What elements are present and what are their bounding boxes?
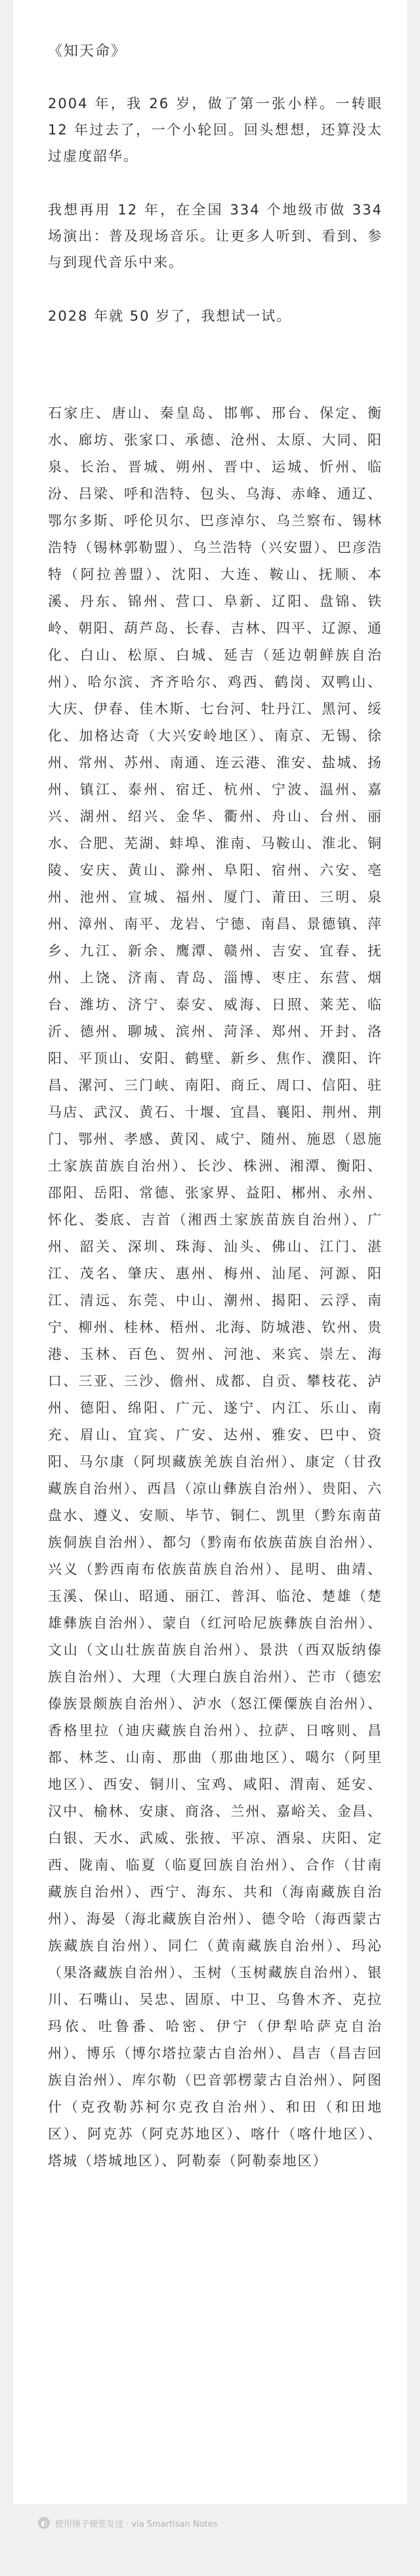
cities-list: 石家庄、唐山、秦皇岛、邯郸、邢台、保定、衡水、廊坊、张家口、承德、沧州、太原、大同、阳泉、长治、晋城、朔州、晋中、运城、忻州、临汾、吕梁、呼和浩特、包头、乌海、赤峰、通辽、鄂尔多斯、呼伦贝尔、巴彦淖尔、乌兰察布、锡林浩特（锡林郭勒盟）、乌兰浩特（兴安盟）、巴彦浩特（阿拉善盟）、沈阳、大连、鞍山、抚顺、本溪、丹东、锦州、营口、阜新、辽阳、盘锦、铁岭、朝阳、葫芦岛、长春、吉林、四平、辽源、通化、白山、松原、白城、延吉（延边朝鲜族自治州）、哈尔滨、齐齐哈尔、鸡西、鹤岗、双鸭山、大庆、伊春、佳木斯、七台河、牡丹江、黑河、绥化、加格达奇（大兴安岭地区）、南京、无锡、徐州、常州、苏州、南通、连云港、淮安、盐城、扬州、镇江、泰州、宿迁、杭州、宁波、温州、嘉兴、湖州、绍兴、金华、衢州、舟山、台州、丽水、合肥、芜湖、蚌埠、淮南、马鞍山、淮北、铜陵、安庆、黄山、滁州、阜阳、宿州、六安、亳州、池州、宣城、福州、厦门、莆田、三明、泉州、漳州、南平、龙岩、宁德、南昌、景德镇、萍乡、九江、新余、鹰潭、赣州、吉安、宜春、抚州、上饶、济南、青岛、淄博、枣庄、东营、烟台、潍坊、济宁、泰安、威海、日照、莱芜、临沂、德州、聊城、滨州、菏泽、郑州、开封、洛阳、平顶山、安阳、鹤壁、新乡、焦作、濮阳、许昌、漯河、三门峡、南阳、商丘、周口、信阳、驻马店、武汉、黄石、十堰、宜昌、襄阳、荆州、荆门、鄂州、孝感、黄冈、咸宁、随州、施恩（恩施土家族苗族自治州）、长沙、株洲、湘潭、衡阳、邵阳、岳阳、常德、张家界、益阳、郴州、永州、怀化、娄底、吉首（湘西土家族苗族自治州）、广州、韶关、深圳、珠海、汕头、佛山、江门、湛江、茂名、肇庆、惠州、梅州、汕尾、河源、阳江、清远、东莞、中山、潮州、揭阳、云浮、南宁、柳州、桂林、梧州、北海、防城港、钦州、贵港、玉林、百色、贺州、河池、来宾、崇左、海口、三亚、三沙、儋州、成都、自贡、攀枝花、泸州、德阳、绵阳、广元、遂宁、内江、乐山、南充、眉山、宜宾、广安、达州、雅安、巴中、资阳、马尔康（阿坝藏族羌族自治州）、康定（甘孜藏族自治州）、西昌（凉山彝族自治州）、贵阳、六盘水、遵义、安顺、毕节、铜仁、凯里（黔东南苗族侗族自治州）、都匀（黔南布依族苗族自治州）、兴义（黔西南布依族苗族自治州）、昆明、曲靖、玉溪、保山、昭通、丽江、普洱、临沧、楚雄（楚雄彝族自治州）、蒙自（红河哈尼族彝族自治州）、文山（文山壮族苗族自治州）、景洪（西双版纳傣族自治州）、大理（大理白族自治州）、芒市（德宏傣族景颇族自治州）、泸水（怒江傈僳族自治州）、香格里拉（迪庆藏族自治州）、拉萨、日喀则、昌都、林芝、山南、那曲（那曲地区）、噶尔（阿里地区）、西安、铜川、宝鸡、咸阳、渭南、延安、汉中、榆林、安康、商洛、兰州、嘉峪关、金昌、白银、天水、武威、张掖、平凉、酒泉、庆阳、定西、陇南、临夏（临夏回族自治州）、合作（甘南藏族自治州）、西宁、海东、共和（海南藏族自治州）、海晏（海北藏族自治州）、德令哈（海西蒙古族藏族自治州）、同仁（黄南藏族自治州）、玛沁（果洛藏族自治州）、玉树（玉树藏族自治州）、银川、石嘴山、吴忠、固原、中卫、乌鲁木齐、克拉玛依、吐鲁番、哈密、伊宁（伊犁哈萨克自治州）、博乐（博尔塔拉蒙古自治州）、昌吉（昌吉回族自治州）、库尔勒（巴音郭楞蒙古自治州）、阿图什（克孜勒苏柯尔克孜自治州）、和田（和田地区）、阿克苏（阿克苏地区）、喀什（喀什地区）、塔城（塔城地区）、阿勒泰（阿勒泰地区） [48,405,383,2169]
paragraph-2: 我想再用 12 年，在全国 334 个地级市做 334 场演出：普及现场音乐。让更多人听到、看到、参与到现代音乐中来。 [48,202,383,270]
note-page [12,0,408,2505]
footer-text: 使用锤子便签发送 · via Smartisan Notes [55,2519,218,2529]
footer-signature [38,2514,217,2531]
note-content [48,41,383,2175]
smartisan-notes-logo-icon: ◐ [38,2517,50,2529]
paragraph-1: 2004 年，我 26 岁，做了第一张小样。一转眼 12 年过去了，一个小轮回。回头想想，还算没太过虚度韶华。 [48,96,383,164]
paragraph-3: 2028 年就 50 岁了，我想试一试。 [48,308,292,324]
blank-spacer [48,357,383,400]
note-title: 《知天命》 [48,43,127,60]
